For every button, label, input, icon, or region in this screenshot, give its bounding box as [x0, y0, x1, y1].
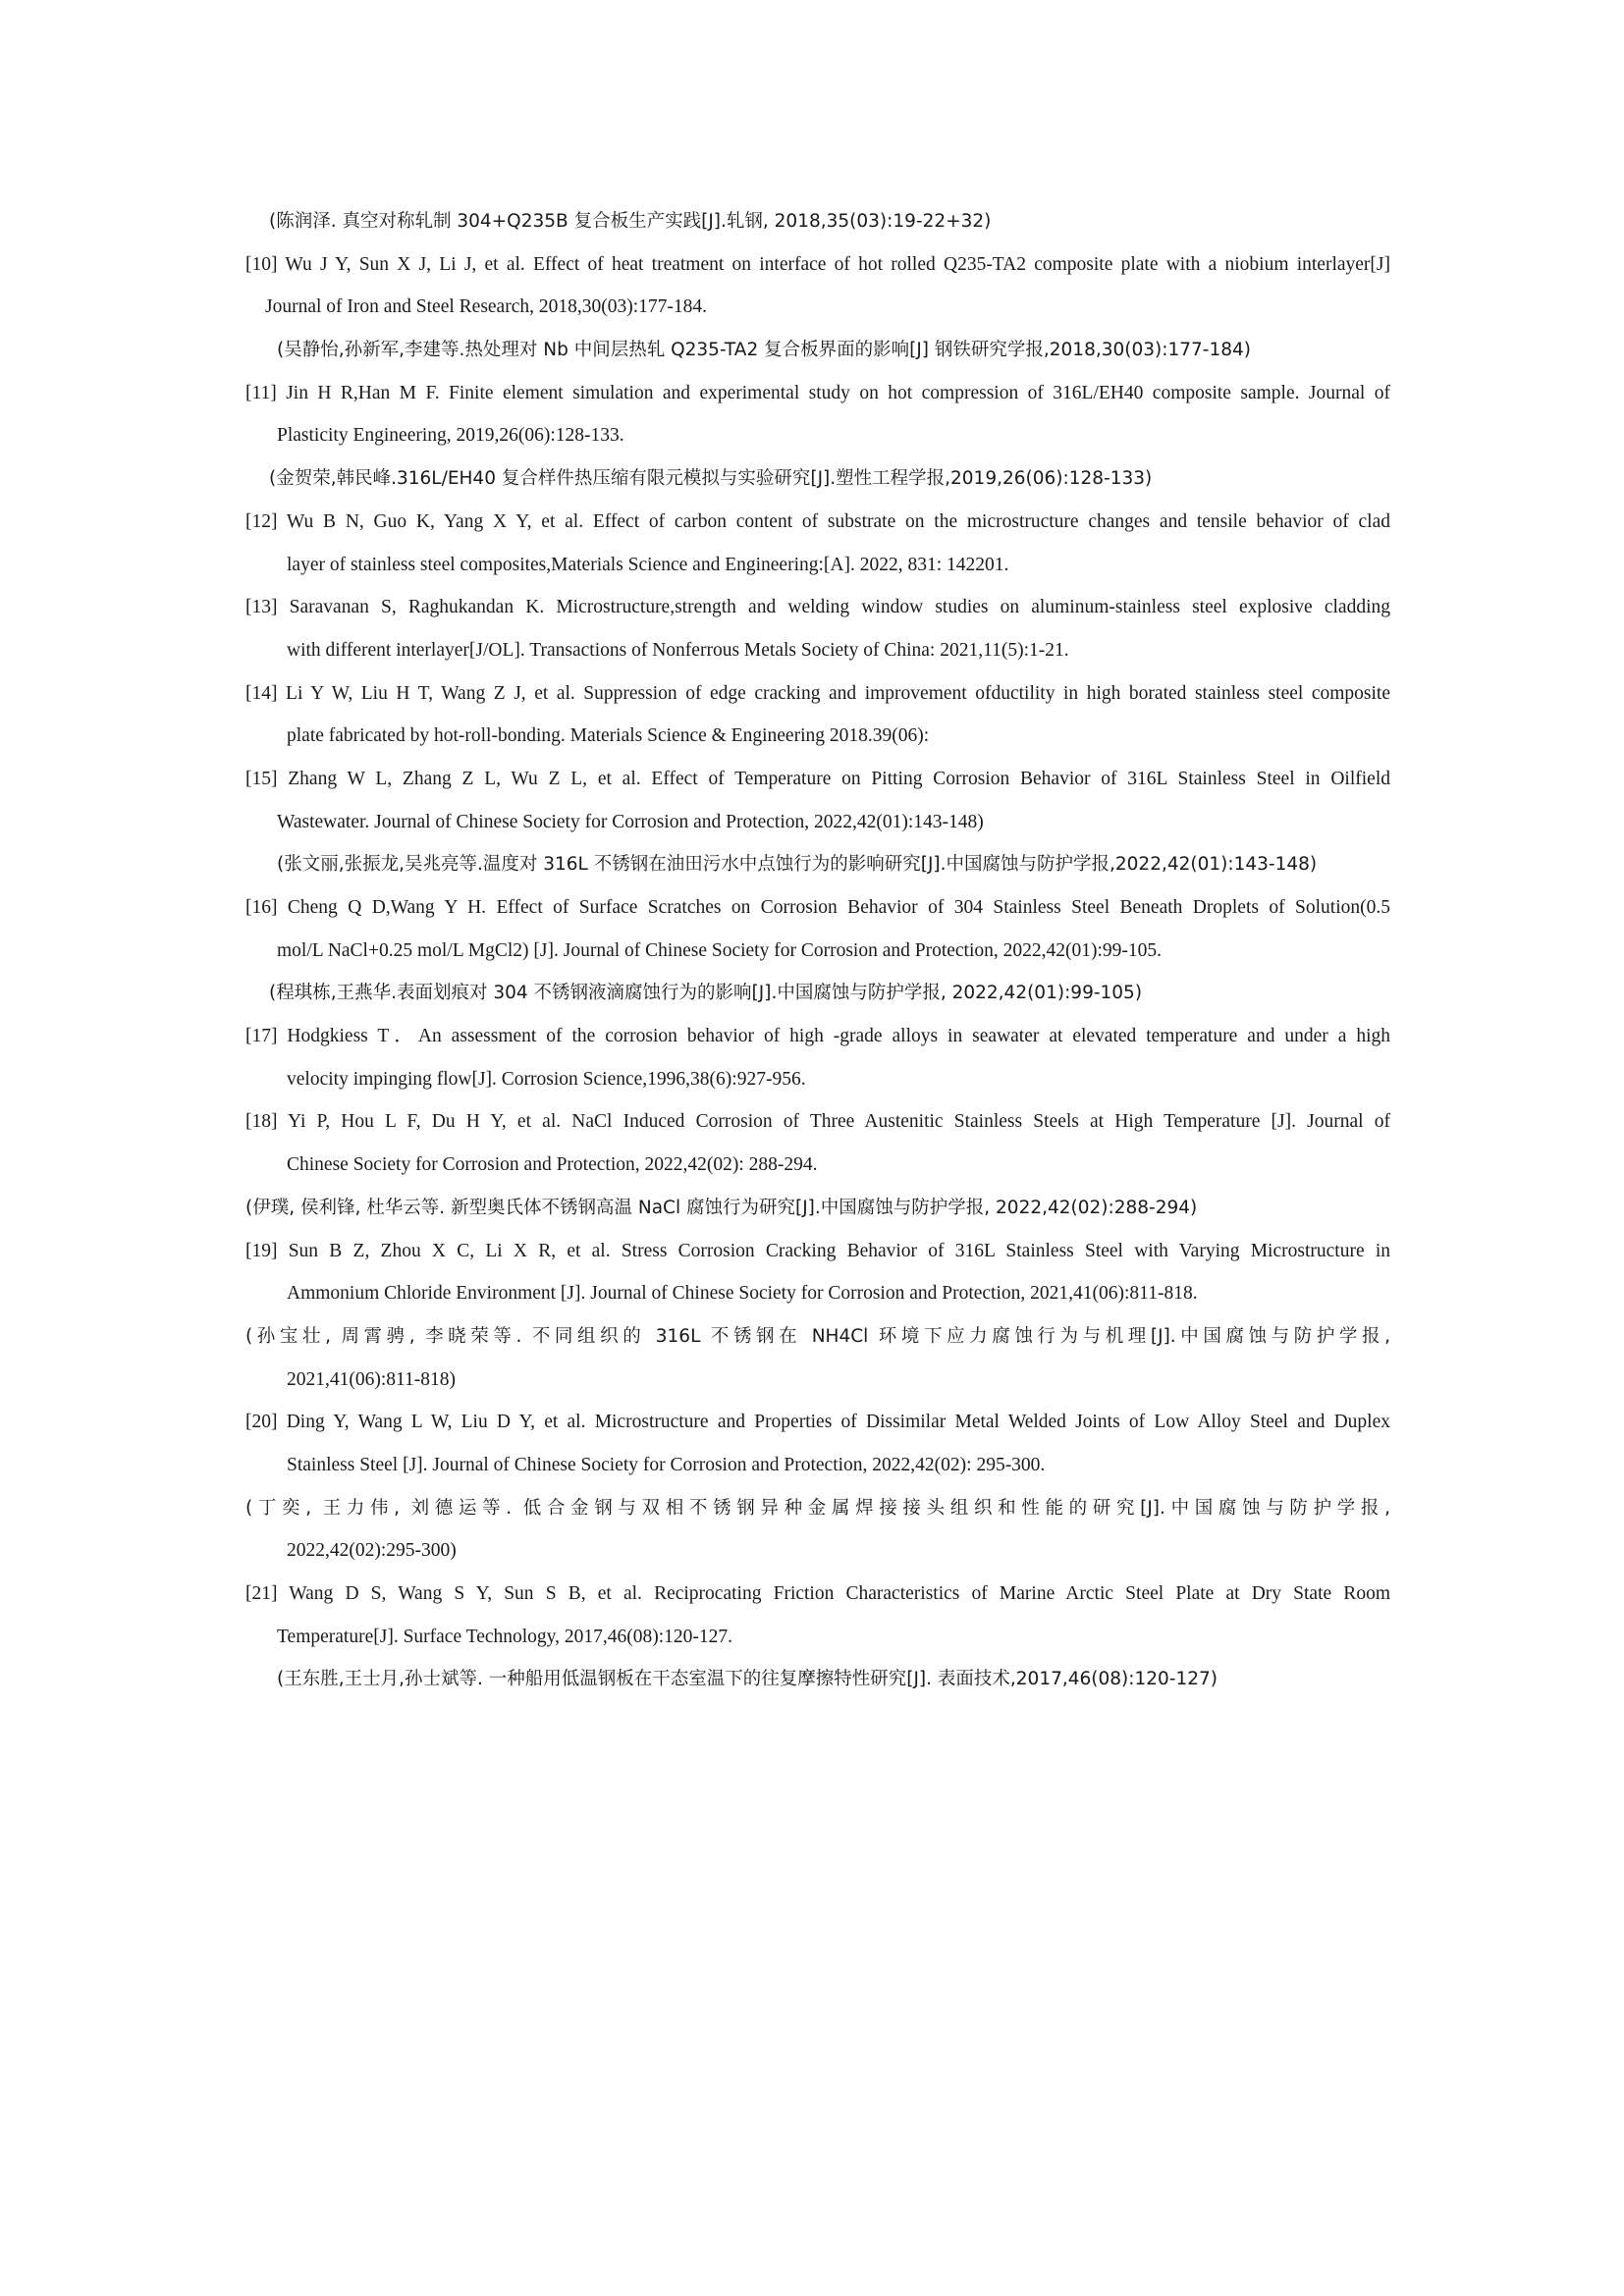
reference-17-line-1: [17] Hodgkiess T．An assessment of the corrosion behavior of high -grade alloys in seawater at elevated temperature and under a high — [245, 1026, 1390, 1047]
reference-19-line-1: [19] Sun B Z, Zhou X C, Li X R, et al. Stress Corrosion Cracking Behavior of 316L Stainless Steel with Varying Microstructure in — [245, 1240, 1390, 1261]
reference-11-line-2: Plasticity Engineering, 2019,26(06):128-133. — [277, 425, 624, 447]
reference-18-chinese: (伊璞, 侯利锋, 杜华云等. 新型奥氏体不锈钢高温 NaCl 腐蚀行为研究[J].中国腐蚀与防护学报, 2022,42(02):288-294) — [245, 1197, 1198, 1218]
reference-17-line-2: velocity impinging flow[J]. Corrosion Science,1996,38(6):927-956. — [287, 1068, 806, 1090]
reference-10-line-1: [10] Wu J Y, Sun X J, Li J, et al. Effect of heat treatment on interface of hot rolled Q235-TA2 composite plate with a niobium interlayer[J] — [245, 253, 1390, 275]
reference-14-line-2: plate fabricated by hot-roll-bonding. Materials Science & Engineering 2018.39(06): — [287, 725, 930, 747]
reference-16-line-1: [16] Cheng Q D,Wang Y H. Effect of Surface Scratches on Corrosion Behavior of 304 Stainless Steel Beneath Droplets of Solution(0.5 — [245, 897, 1390, 918]
reference-19-chinese-line-1: (孙宝壮, 周霄骋, 李晓荣等. 不同组织的 316L 不锈钢在 NH4Cl 环境下应力腐蚀行为与机理[J].中国腐蚀与防护学报, — [245, 1325, 1390, 1347]
reference-20-line-2: Stainless Steel [J]. Journal of Chinese Society for Corrosion and Protection, 2022,42(02): 295-300. — [287, 1454, 1046, 1475]
reference-19-chinese-line-2: 2021,41(06):811-818) — [287, 1368, 457, 1390]
reference-21-line-1: [21] Wang D S, Wang S Y, Sun S B, et al. Reciprocating Friction Characteristics of Marine Arctic Steel Plate at Dry State Room — [245, 1583, 1390, 1604]
reference-15-chinese: (张文丽,张振龙,吴兆亮等.温度对 316L 不锈钢在油田污水中点蚀行为的影响研究[J].中国腐蚀与防护学报,2022,42(01):143-148) — [277, 854, 1318, 876]
reference-15-line-1: [15] Zhang W L, Zhang Z L, Wu Z L, et al. Effect of Temperature on Pitting Corrosion Behavior of 316L Stainless Steel in Oilfield — [245, 768, 1390, 789]
reference-18-line-1: [18] Yi P, Hou L F, Du H Y, et al. NaCl Induced Corrosion of Three Austenitic Stainless Steels at High Temperature [J]. Journal of — [245, 1111, 1390, 1133]
reference-16-line-2: mol/L NaCl+0.25 mol/L MgCl2) [J]. Journal of Chinese Society for Corrosion and Protection, 2022,42(01):99-105. — [277, 939, 1163, 961]
reference-14-line-1: [14] Li Y W, Liu H T, Wang Z J, et al. Suppression of edge cracking and improvement ofductility in high borated stainless steel composite — [245, 682, 1390, 704]
reference-13-line-1: [13] Saravanan S, Raghukandan K. Microstructure,strength and welding window studies on aluminum-stainless steel explosive cladding — [245, 597, 1390, 618]
reference-19-line-2: Ammonium Chloride Environment [J]. Journal of Chinese Society for Corrosion and Protection, 2021,41(06):811-818. — [287, 1283, 1198, 1305]
reference-15-line-2: Wastewater. Journal of Chinese Society for Corrosion and Protection, 2022,42(01):143-148) — [277, 811, 984, 832]
reference-16-chinese: (程琪栋,王燕华.表面划痕对 304 不锈钢液滴腐蚀行为的影响[J].中国腐蚀与防护学报, 2022,42(01):99-105) — [269, 983, 1143, 1004]
reference-21-line-2: Temperature[J]. Surface Technology, 2017,46(08):120-127. — [277, 1626, 733, 1647]
reference-12-line-2: layer of stainless steel composites,Materials Science and Engineering:[A]. 2022, 831: 142201. — [287, 554, 1009, 575]
reference-20-line-1: [20] Ding Y, Wang L W, Liu D Y, et al. Microstructure and Properties of Dissimilar Metal Welded Joints of Low Alloy Steel and Duplex — [245, 1412, 1390, 1433]
reference-list — [245, 200, 1390, 1701]
reference-10-chinese: (吴静怡,孙新军,李建等.热处理对 Nb 中间层热轧 Q235-TA2 复合板界面的影响[J] 钢铁研究学报,2018,30(03):177-184) — [277, 340, 1251, 361]
reference-18-line-2: Chinese Society for Corrosion and Protection, 2022,42(02): 288-294. — [287, 1154, 818, 1176]
reference-20-chinese-line-1: (丁奕, 王力伟, 刘德运等. 低合金钢与双相不锈钢异种金属焊接接头组织和性能的研究[J].中国腐蚀与防护学报, — [245, 1497, 1390, 1519]
reference-12-line-1: [12] Wu B N, Guo K, Yang X Y, et al. Effect of carbon content of substrate on the microstructure changes and tensile behavior of clad — [245, 510, 1390, 532]
reference-11-chinese: (金贺荣,韩民峰.316L/EH40 复合样件热压缩有限元模拟与实验研究[J].塑性工程学报,2019,26(06):128-133) — [269, 468, 1153, 490]
reference-11-line-1: [11] Jin H R,Han M F. Finite element simulation and experimental study on hot compression of 316L/EH40 composite sample. Journal of — [245, 382, 1390, 403]
reference-13-line-2: with different interlayer[J/OL]. Transactions of Nonferrous Metals Society of China: 2021,11(5):1-21. — [287, 639, 1069, 661]
reference-21-chinese: (王东胜,王士月,孙士斌等. 一种船用低温钢板在干态室温下的往复摩擦特性研究[J]. 表面技术,2017,46(08):120-127) — [277, 1669, 1218, 1690]
reference-20-chinese-line-2: 2022,42(02):295-300) — [287, 1540, 457, 1562]
reference-10-line-2: Journal of Iron and Steel Research, 2018,30(03):177-184. — [265, 296, 708, 318]
reference-9-chinese: (陈润泽. 真空对称轧制 304+Q235B 复合板生产实践[J].轧钢, 2018,35(03):19-22+32) — [269, 211, 992, 232]
